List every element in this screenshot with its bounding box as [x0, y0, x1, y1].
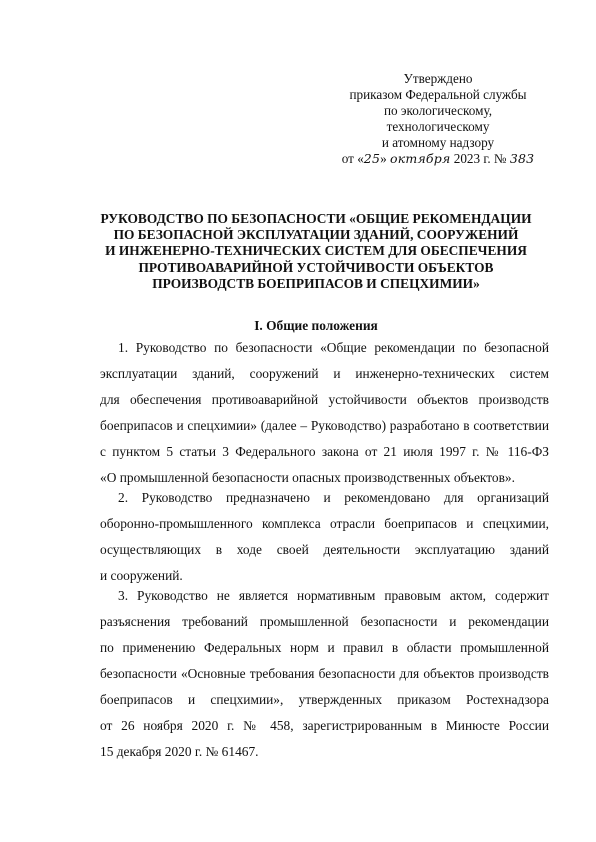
handwritten-order-number: 383 [509, 151, 535, 166]
approval-line: Утверждено [403, 71, 473, 86]
approval-line: по экологическому, [383, 103, 493, 118]
approval-line: и атомному надзору [381, 135, 495, 150]
paragraph-line: разъяснения требований промышленной безопасности и рекомендации [100, 614, 549, 629]
paragraph-line: 3. Руководство не является нормативным правовым актом, содержит [118, 588, 549, 603]
paragraph-line: 2. Руководство предназначено и рекомендовано для организаций [118, 490, 549, 505]
handwritten-month: октября [390, 151, 451, 166]
approval-date-line [300, 151, 576, 167]
title-line: РУКОВОДСТВО ПО БЕЗОПАСНОСТИ «ОБЩИЕ РЕКОМЕНДАЦИИ [100, 211, 532, 226]
paragraph-line: по применению Федеральных норм и правил в области промышленной [100, 640, 549, 655]
paragraph-line: с пунктом 5 статьи 3 Федерального закона от 21 июля 1997 г. № 116-ФЗ [100, 444, 549, 459]
document-title [60, 211, 572, 292]
approval-block [300, 71, 576, 167]
paragraph-line: и сооружений. [100, 568, 183, 583]
paragraph-line: «О промышленной безопасности опасных производственных объектов». [100, 470, 515, 485]
handwritten-day: 25 [363, 151, 381, 166]
paragraph-1 [100, 335, 549, 491]
approval-line: приказом Федеральной службы [349, 87, 527, 102]
paragraph-line: безопасности «Основные требования безопасности для объектов производств [100, 666, 549, 681]
title-line: ПРОИЗВОДСТВ БОЕПРИПАСОВ И СПЕЦХИМИИ» [152, 275, 480, 291]
date-mid: » [380, 151, 390, 166]
paragraph-line: 15 декабря 2020 г. № 61467. [100, 744, 259, 759]
title-line: ПРОТИВОАВАРИЙНОЙ УСТОЙЧИВОСТИ ОБЪЕКТОВ [138, 259, 494, 275]
paragraph-2 [100, 485, 549, 589]
title-line: И ИНЖЕНЕРНО-ТЕХНИЧЕСКИХ СИСТЕМ ДЛЯ ОБЕСПЕЧЕНИЯ [105, 243, 527, 259]
paragraph-line: для обеспечения противоаварийной устойчивости объектов производств [100, 392, 549, 407]
paragraph-line: оборонно-промышленного комплекса отрасли боеприпасов и спецхимии, [100, 516, 549, 531]
date-prefix: от « [341, 151, 364, 166]
date-year-label: 2023 г. № [450, 151, 510, 166]
approval-line: технологическому [386, 119, 490, 134]
paragraph-line: 1. Руководство по безопасности «Общие рекомендации по безопасной [118, 340, 549, 355]
paragraph-line: эксплуатации зданий, сооружений и инженерно-технических систем [100, 366, 549, 381]
title-line: ПО БЕЗОПАСНОЙ ЭКСПЛУАТАЦИИ ЗДАНИЙ, СООРУЖЕНИЙ [113, 227, 519, 243]
paragraph-3 [100, 583, 549, 765]
paragraph-line: осуществляющих в ходе своей деятельности эксплуатацию зданий [100, 542, 549, 557]
paragraph-line: боеприпасов и спецхимии» (далее – Руководство) разработано в соответствии [100, 418, 549, 433]
section-heading: I. Общие положения [254, 318, 378, 333]
paragraph-line: боеприпасов и спецхимии», утвержденных приказом Ростехнадзора [100, 692, 549, 707]
paragraph-line: от 26 ноября 2020 г. № 458, зарегистрированным в Минюсте России [100, 718, 549, 733]
